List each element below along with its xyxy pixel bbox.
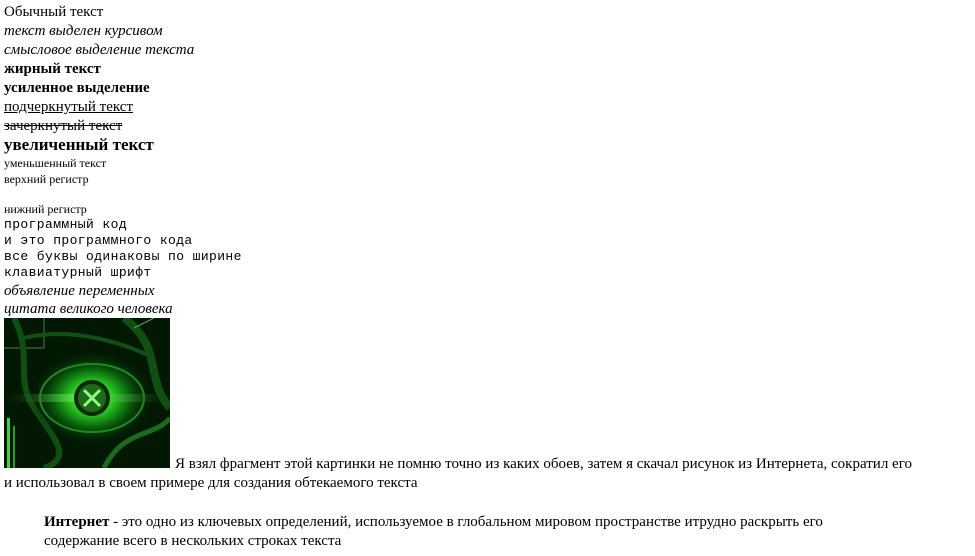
blockquote-term: Интернет bbox=[44, 514, 110, 530]
float-paragraph bbox=[4, 455, 964, 493]
strike-text: зачеркнутый текст bbox=[4, 118, 123, 134]
blockquote bbox=[44, 513, 924, 551]
blockquote-line-2: содержание всего в нескольких строках текста bbox=[44, 533, 342, 549]
code-text-2: и это программного кода bbox=[4, 233, 193, 248]
underline-text: подчеркнутый текст bbox=[4, 99, 133, 115]
code-text-3: все буквы одинаковы по ширине bbox=[4, 249, 242, 264]
float-text-line-2: и использовал в своем примере для создания обтекаемого текста bbox=[4, 475, 418, 491]
float-text-line-1: Я взял фрагмент этой картинки не помню точно из каких обоев, затем я скачал рисунок из Интернета, сократил его bbox=[175, 456, 912, 472]
green-abstract-wallpaper-image bbox=[4, 318, 170, 468]
small-text: уменьшенный текст bbox=[4, 156, 107, 170]
cite-text: цитата великого человека bbox=[4, 301, 173, 317]
strong-text: усиленное выделение bbox=[4, 80, 150, 96]
normal-text: Обычный текст bbox=[4, 4, 104, 20]
big-text: увеличенный текст bbox=[4, 135, 154, 154]
italic-text: текст выделен курсивом bbox=[4, 23, 163, 39]
bold-text: жирный текст bbox=[4, 61, 101, 77]
code-text-1: программный код bbox=[4, 217, 128, 232]
superscript-text: верхний регистр bbox=[4, 172, 89, 186]
subscript-text: нижний регистр bbox=[4, 202, 87, 216]
emphasis-text: смысловое выделение текста bbox=[4, 42, 195, 58]
blockquote-line-1: - это одно из ключевых определений, используемое в глобальном мировом пространстве итрудно раскрыть его bbox=[109, 514, 823, 530]
variable-text: объявление переменных bbox=[4, 283, 155, 299]
keyboard-text: клавиатурный шрифт bbox=[4, 265, 152, 280]
